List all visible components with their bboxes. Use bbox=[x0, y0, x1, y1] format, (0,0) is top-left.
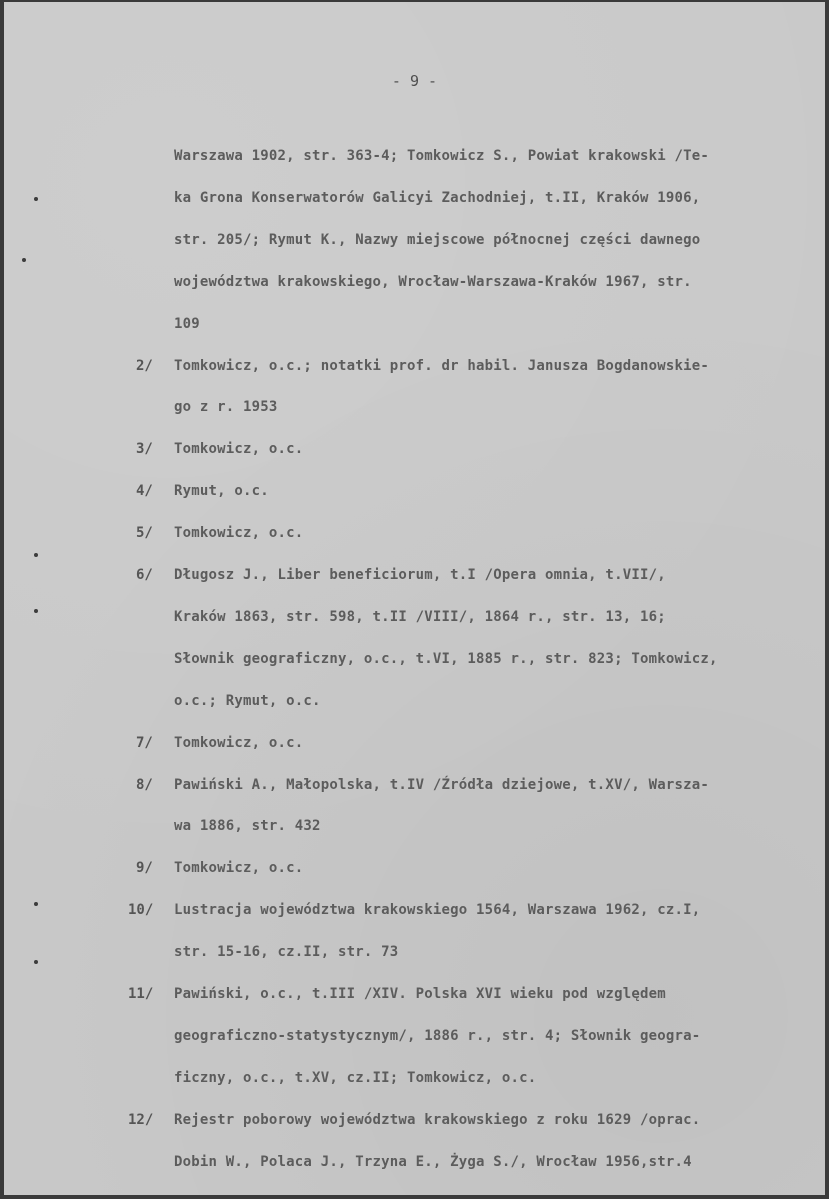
footnote-number: 4/ bbox=[136, 483, 153, 500]
text-line: 109 bbox=[174, 315, 200, 332]
text-line: Tomkowicz, o.c. bbox=[174, 734, 304, 751]
footnote-number: 7/ bbox=[136, 734, 153, 751]
text-line: Dobin W., Polaca J., Trzyna E., Żyga S./, Wrocław 1956,str.4 bbox=[174, 1153, 692, 1170]
scan-speck bbox=[34, 197, 38, 201]
scan-speck bbox=[34, 553, 38, 557]
text-line: Lustracja województwa krakowskiego 1564, Warszawa 1962, cz.I, bbox=[174, 902, 701, 919]
text-line: str. 15-16, cz.II, str. 73 bbox=[174, 944, 399, 961]
document-page bbox=[4, 2, 825, 1195]
footnote-number: 5/ bbox=[136, 525, 153, 542]
text-line: ficzny, o.c., t.XV, cz.II; Tomkowicz, o.c. bbox=[174, 1069, 537, 1086]
page-number: - 9 - bbox=[391, 72, 438, 90]
footnote-number: 8/ bbox=[136, 776, 153, 793]
scan-speck bbox=[34, 609, 38, 613]
footnote-number: 10/ bbox=[128, 902, 154, 919]
text-line: str. 205/; Rymut K., Nazwy miejscowe północnej części dawnego bbox=[174, 231, 701, 248]
text-line: ka Grona Konserwatorów Galicyi Zachodniej, t.II, Kraków 1906, bbox=[174, 189, 701, 206]
text-line: Tomkowicz, o.c. bbox=[174, 860, 304, 877]
footnote-number: 9/ bbox=[136, 860, 153, 877]
text-line: województwa krakowskiego, Wrocław-Warszawa-Kraków 1967, str. bbox=[174, 273, 692, 290]
footnote-number: 3/ bbox=[136, 441, 153, 458]
scan-speck bbox=[22, 258, 26, 262]
text-line: go z r. 1953 bbox=[174, 399, 278, 416]
footnote-number: 12/ bbox=[128, 1111, 154, 1128]
text-line: Rymut, o.c. bbox=[174, 483, 269, 500]
text-line: Tomkowicz, o.c. bbox=[174, 525, 304, 542]
text-line: Kraków 1863, str. 598, t.II /VIII/, 1864 r., str. 13, 16; bbox=[174, 608, 666, 625]
text-line: o.c.; Rymut, o.c. bbox=[174, 692, 321, 709]
text-line: Długosz J., Liber beneficiorum, t.I /Opera omnia, t.VII/, bbox=[174, 567, 666, 583]
text-line: Pawiński, o.c., t.III /XIV. Polska XVI wieku pod względem bbox=[174, 986, 666, 1002]
scan-speck bbox=[34, 902, 38, 906]
text-line: Tomkowicz, o.c.; notatki prof. dr habil. Janusza Bogdanowskie- bbox=[174, 357, 709, 374]
text-line: wa 1886, str. 432 bbox=[174, 818, 321, 835]
text-line: Warszawa 1902, str. 363-4; Tomkowicz S., Powiat krakowski /Te- bbox=[174, 148, 709, 164]
text-line: Słownik geograficzny, o.c., t.VI, 1885 r., str. 823; Tomkowicz, bbox=[174, 650, 718, 667]
footnote-number: 6/ bbox=[136, 567, 153, 583]
footnote-number: 2/ bbox=[136, 357, 153, 374]
text-line: geograficzno-statystycznym/, 1886 r., str. 4; Słownik geogra- bbox=[174, 1027, 701, 1044]
text-line: Rejestr poborowy województwa krakowskiego z roku 1629 /oprac. bbox=[174, 1111, 701, 1128]
text-line: Pawiński A., Małopolska, t.IV /Źródła dziejowe, t.XV/, Warsza- bbox=[174, 776, 709, 793]
text-line: Tomkowicz, o.c. bbox=[174, 441, 304, 458]
footnote-number: 11/ bbox=[128, 986, 154, 1002]
scan-speck bbox=[34, 960, 38, 964]
